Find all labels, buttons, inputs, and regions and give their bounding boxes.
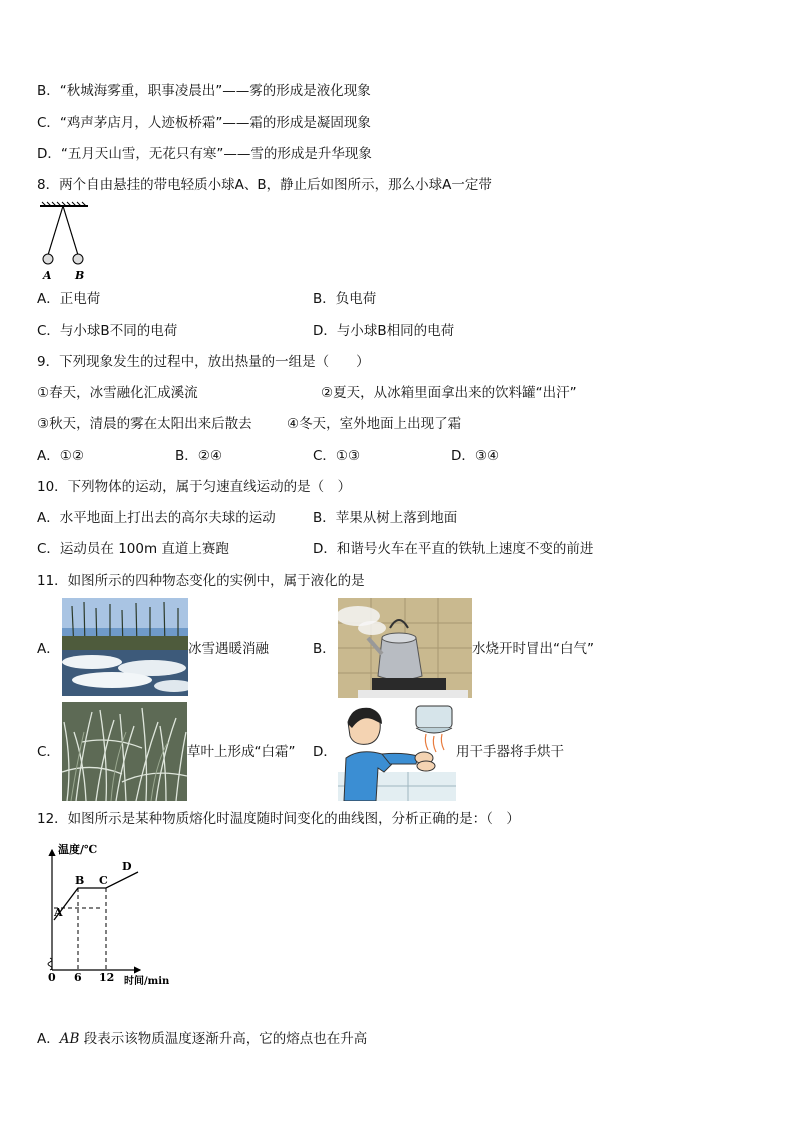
q8-option-c: C．与小球B不同的电荷 — [37, 323, 178, 339]
q12-option-a — [37, 1030, 367, 1048]
q9-option-b: B．②④ — [175, 448, 222, 464]
q7-option-b: B．“秋城海雾重，职事凌晨出”——雾的形成是液化现象 — [37, 83, 371, 99]
q11-option-d-caption: 用干手器将手烘干 — [456, 744, 564, 760]
boiling-kettle-image — [338, 598, 472, 698]
q11-option-b-letter: B． — [313, 641, 336, 657]
melting-curve-chart — [40, 840, 190, 990]
q11-option-c-caption: 草叶上形成“白霜” — [187, 744, 296, 760]
q12-option-a-letter: A． — [37, 1031, 60, 1047]
q10-option-c: C．运动员在 100m 直道上赛跑 — [37, 541, 229, 557]
x-tick-6: 6 — [74, 971, 82, 984]
frosted-grass-image — [62, 702, 187, 801]
q9-option-d: D．③④ — [451, 448, 500, 464]
q11-option-a-caption: 冰雪遇暖消融 — [188, 641, 269, 657]
ball-b-label: B — [75, 269, 85, 282]
q10-stem: 10．下列物体的运动，属于匀速直线运动的是（ ） — [37, 479, 352, 495]
q11-option-a-letter: A． — [37, 641, 60, 657]
q9-item-3: ③秋天，清晨的雾在太阳出来后散去 — [37, 416, 252, 432]
pendulum-figure — [36, 200, 92, 284]
q7-option-c: C．“鸡声茅店月，人迹板桥霜”——霜的形成是凝固现象 — [37, 115, 371, 131]
q9-item-4: ④冬天，室外地面上出现了霜 — [287, 416, 462, 432]
x-axis-label: 时间/min — [124, 976, 170, 987]
q12-option-a-segment: AB — [59, 1031, 80, 1047]
ball-a-label: A — [43, 269, 52, 282]
q9-option-c: C．①③ — [313, 448, 361, 464]
q7-option-d: D．“五月天山雪，无花只有寒”——雪的形成是升华现象 — [37, 146, 372, 162]
point-b-label: B — [75, 874, 85, 887]
q8-option-b: B．负电荷 — [313, 291, 377, 307]
q11-stem: 11．如图所示的四种物态变化的实例中，属于液化的是 — [37, 573, 365, 589]
q9-item-2: ②夏天，从冰箱里面拿出来的饮料罐“出汗” — [321, 385, 577, 401]
q12-option-a-text: 段表示该物质温度逐渐升高，它的熔点也在升高 — [79, 1031, 368, 1047]
q10-option-b: B．苹果从树上落到地面 — [313, 510, 458, 526]
q9-item-1: ①春天，冰雪融化汇成溪流 — [37, 385, 198, 401]
q8-stem: 8．两个自由悬挂的带电轻质小球A、B，静止后如图所示，那么小球A一定带 — [37, 177, 492, 193]
x-tick-12: 12 — [99, 971, 115, 984]
point-c-label: C — [99, 874, 108, 887]
q11-option-c-letter: C． — [37, 744, 60, 760]
x-tick-0: 0 — [48, 971, 56, 984]
q11-option-d-letter: D． — [313, 744, 337, 760]
y-axis-label: 温度/℃ — [58, 843, 98, 856]
q11-option-b-caption: 水烧开时冒出“白气” — [472, 641, 594, 657]
q8-option-a: A．正电荷 — [37, 291, 101, 307]
q10-option-d: D．和谐号火车在平直的铁轨上速度不变的前进 — [313, 541, 594, 557]
temperature-curve — [54, 872, 138, 920]
q9-stem: 9．下列现象发生的过程中，放出热量的一组是（ ） — [37, 354, 370, 370]
q8-option-d: D．与小球B相同的电荷 — [313, 323, 455, 339]
melting-snow-image — [62, 598, 188, 696]
hand-dryer-image — [338, 702, 456, 801]
point-a-label: A — [54, 906, 63, 919]
q10-option-a: A．水平地面上打出去的高尔夫球的运动 — [37, 510, 276, 526]
q9-option-a: A．①② — [37, 448, 84, 464]
point-d-label: D — [122, 860, 132, 873]
q12-stem: 12．如图所示是某种物质熔化时温度随时间变化的曲线图，分析正确的是：（ ） — [37, 811, 520, 827]
